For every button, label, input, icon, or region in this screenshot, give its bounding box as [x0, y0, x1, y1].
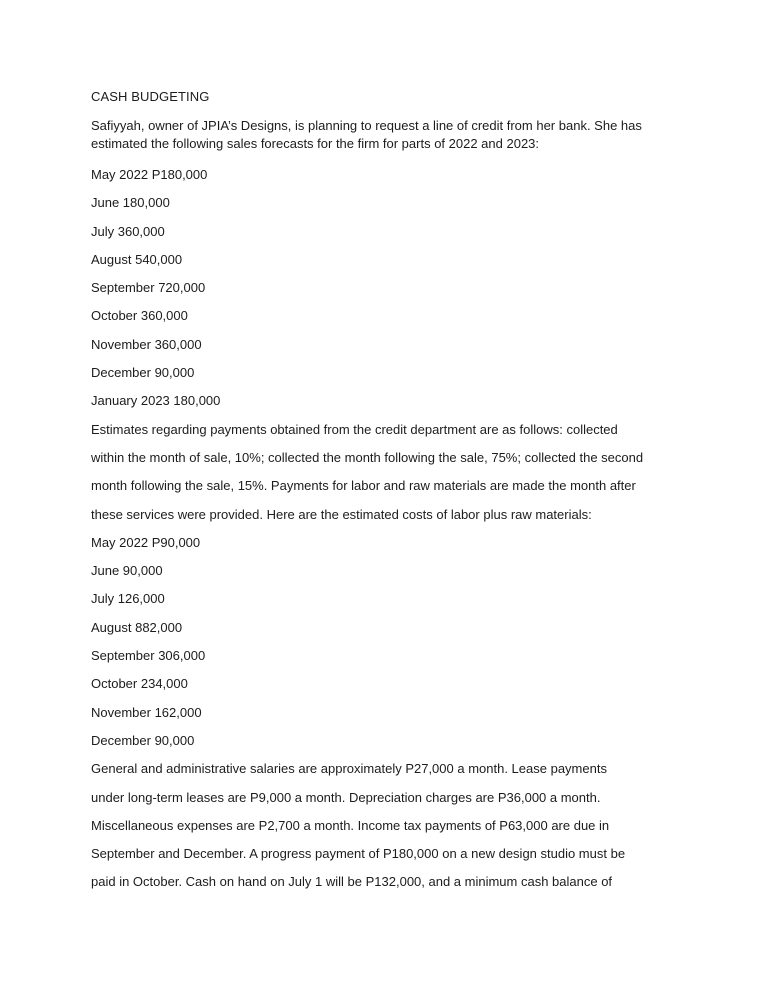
paragraph-line: General and administrative salaries are approximately P27,000 a month. Lease payments: [91, 761, 607, 777]
sales-forecast-item: September 720,000: [91, 280, 206, 296]
labor-materials-cost-item: August 882,000: [91, 619, 183, 635]
paragraph-line: these services were provided. Here are the estimated costs of labor plus raw materials:: [91, 506, 592, 522]
paragraph-line: paid in October. Cash on hand on July 1 will be P132,000, and a minimum cash balance of: [91, 874, 613, 890]
labor-materials-cost-item: June 90,000: [91, 563, 163, 579]
paragraph-line: Safiyyah, owner of JPIA’s Designs, is planning to request a line of credit from her bank. She has: [91, 118, 642, 133]
sales-forecast-item: November 360,000: [91, 336, 202, 352]
labor-materials-cost-item: July 126,000: [91, 591, 165, 607]
paragraph-line: within the month of sale, 10%; collected the month following the sale, 75%; collected the second: [91, 449, 644, 465]
paragraph-line: September and December. A progress payment of P180,000 on a new design studio must be: [91, 846, 626, 862]
sales-forecast-item: August 540,000: [91, 251, 183, 267]
sales-forecast-item: May 2022 P180,000: [91, 167, 208, 182]
intro-paragraph: [91, 117, 698, 152]
sales-forecast-item: December 90,000: [91, 365, 195, 381]
paragraph-line: Miscellaneous expenses are P2,700 a month. Income tax payments of P63,000 are due in: [91, 817, 610, 833]
paragraph-line: estimated the following sales forecasts for the firm for parts of 2022 and 2023:: [91, 135, 540, 151]
labor-materials-cost-item: September 306,000: [91, 648, 206, 664]
paragraph-line: month following the sale, 15%. Payments for labor and raw materials are made the month after: [91, 478, 636, 494]
sales-forecast-item: July 360,000: [91, 223, 165, 239]
paragraph-line: under long-term leases are P9,000 a month. Depreciation charges are P36,000 a month.: [91, 789, 601, 805]
labor-materials-cost-item: October 234,000: [91, 676, 188, 692]
labor-materials-cost-list: [91, 529, 698, 755]
sales-forecast-item: January 2023 180,000: [91, 393, 221, 409]
labor-materials-cost-item: November 162,000: [91, 704, 202, 720]
labor-materials-cost-item: May 2022 P90,000: [91, 534, 201, 550]
sales-forecast-item: June 180,000: [91, 195, 170, 211]
expenses-paragraph: [91, 755, 698, 896]
sales-forecast-list: [91, 161, 698, 416]
labor-materials-cost-item: December 90,000: [91, 732, 195, 748]
document-title: CASH BUDGETING: [91, 89, 210, 104]
sales-forecast-item: October 360,000: [91, 308, 188, 324]
collections-paragraph: [91, 416, 698, 529]
paragraph-line: Estimates regarding payments obtained from the credit department are as follows: collected: [91, 421, 618, 437]
